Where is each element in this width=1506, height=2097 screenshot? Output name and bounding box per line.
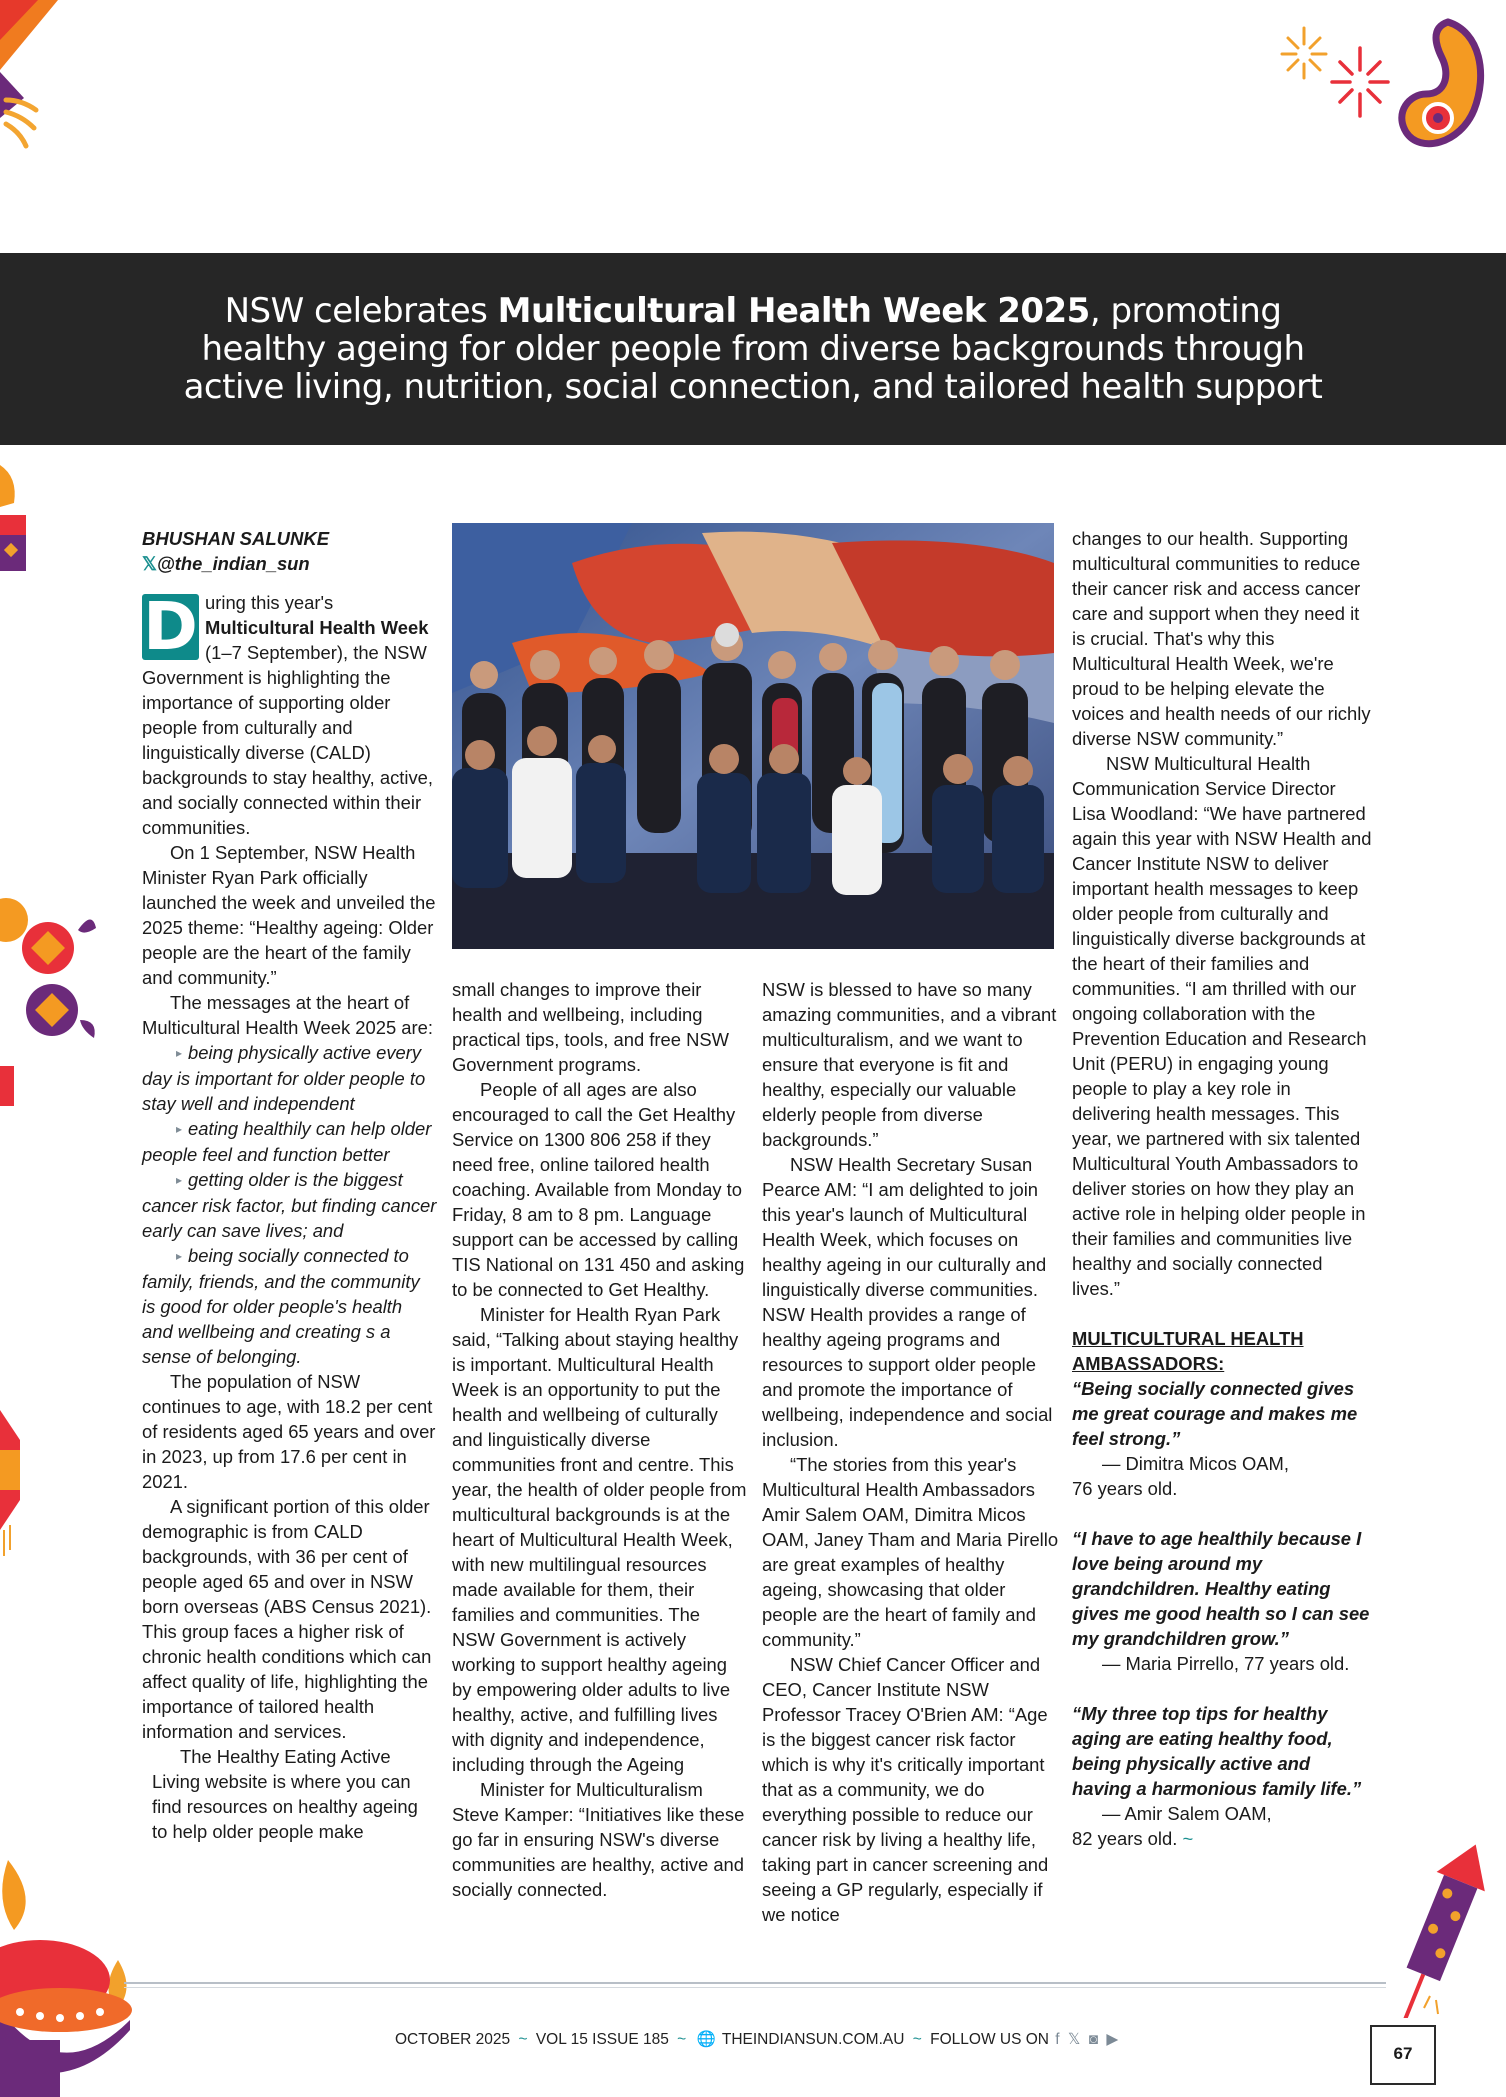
triangle-bullet-icon: ▸ [176,1173,183,1187]
bullet-item: ▸ getting older is the biggest cancer risk factor, but finding cancer early can save lives; and [142,1169,437,1241]
footer-separator-icon: ~ [677,2031,687,2048]
paragraph: NSW Chief Cancer Officer and CEO, Cancer Institute NSW Professor Tracey O'Brien AM: “Age is the biggest cancer risk factor which is why it's critically important that as a community, we do everything possible to reduce our cancer risk by living a healthy life, taking part in cancer screening and seeing a GP regularly, especially if we notice [762,1654,1049,1925]
triangle-bullet-icon: ▸ [176,1046,183,1060]
triangle-bullet-icon: ▸ [176,1122,183,1136]
drop-cap: D [143,588,198,665]
end-mark-icon: ~ [1182,1828,1194,1849]
quote-attribution: — Maria Pirrello, 77 years old. [1102,1653,1350,1674]
x-icon[interactable]: 𝕏 [1067,2031,1081,2048]
triangle-bullet-icon: ▸ [176,1249,183,1263]
flower-decoration-left [0,870,100,1110]
paragraph: NSW Multicultural Health Communication Service Director Lisa Woodland: “We have partnered again this year with NSW Health and Cancer Institute NSW to deliver important health messages to keep older people from culturally and linguistically diverse backgrounds at the heart of their families and communities. “I am thrilled with our ongoing collaboration with the Prevention Education and Research Unit (PERU) in engaging young people to play a key role in delivering health messages. This year, we partnered with six talented Multicultural Youth Ambassadors to deliver stories on how they play an active role in helping older people in their families and communities live healthy and socially connected lives.” [1072,753,1372,1299]
section-heading: MULTICULTURAL HEALTH AMBASSADORS: [1072,1328,1304,1374]
diya-decoration-bottom-left [0,1860,150,2097]
paisley-decoration-top-right [1270,14,1490,164]
lamp-decoration-left [0,455,30,585]
article-column-2 [452,977,747,1902]
footer-separator-icon: ~ [518,2031,528,2048]
bullet-item: ▸ being physically active every day is important for older people to stay well and independent [142,1042,426,1114]
footer-date: OCTOBER 2025 [395,2031,511,2048]
headline-emphasis: Multicultural Health Week 2025 [497,291,1090,331]
footer-rule [124,1982,1386,1984]
paragraph: NSW is blessed to have so many amazing communities, and a vibrant multiculturalism, and we want to ensure that everyone is fit and healthy, especially our valuable elderly people from diverse backgrounds.” [762,979,1057,1150]
footer-website-link[interactable]: THEINDIANSUN.COM.AU [721,2031,905,2048]
article-column-4 [1072,526,1372,1851]
headline-line-2: healthy ageing for older people from diverse backgrounds through [201,329,1305,369]
paragraph: On 1 September, NSW Health Minister Ryan Park officially launched the week and unveiled the 2025 theme: “Healthy ageing: Older people are the heart of the family and community.” [142,842,436,988]
facebook-icon[interactable]: f [1055,2031,1060,2048]
byline-author: BHUSHAN SALUNKE [142,528,330,549]
footer [395,2030,1120,2049]
quote-attribution: — Amir Salem OAM, [1102,1803,1272,1824]
ambassador-quote: “My three top tips for healthy aging are eating healthy food, being physically active and having a harmonious family life.” [1072,1703,1362,1799]
group-photo-illustration [452,523,1054,949]
paragraph: Minister for Health Ryan Park said, “Talking about staying healthy is important. Multicultural Health Week is an opportunity to put the health and wellbeing of culturally and linguistically diverse communities front and centre. This year, the health of older people from multicultural backgrounds is at the heart of Multicultural Health Week, with new multilingual resources made available for them, their families and communities. The NSW Government is actively working to support healthy ageing by empowering older adults to live healthy, active, and fulfilling lives with dignity and independence, including through the Ageing [452,1304,747,1775]
headline-line-3: active living, nutrition, social connection, and tailored health support [183,367,1323,407]
x-social-icon: 𝕏 [142,553,157,574]
paragraph: The messages at the heart of Multicultural Health Week 2025 are: [142,992,433,1038]
bullet-item: ▸ eating healthily can help older people feel and function better [142,1118,432,1165]
byline-handle[interactable]: 𝕏@the_indian_sun [142,553,310,574]
paragraph: small changes to improve their health and wellbeing, including practical tips, tools, and free NSW Government programs. [452,979,729,1075]
youtube-icon[interactable]: ▶ [1106,2031,1119,2048]
paragraph: “The stories from this year's Multicultural Health Ambassadors Amir Salem OAM, Dimitra Micos OAM, Janey Tham and Maria Pirello are great examples of healthy ageing, showcasing that older people are the heart of family and community.” [762,1454,1059,1650]
quote-attribution: — Dimitra Micos OAM, [1102,1453,1289,1474]
firework-rocket-decoration [1372,1838,1506,2018]
article-column-3 [762,977,1060,1927]
instagram-icon[interactable]: ◙ [1088,2031,1099,2048]
lead-paragraph: D uring this year's Multicultural Health Week (1–7 September), the NSW Government is highlighting the importance of supporting older people from culturally and linguistically diverse (CALD) backgrounds to stay healthy, active, and socially connected within their communities. [142,588,434,838]
paragraph: NSW Health Secretary Susan Pearce AM: “I am delighted to join this year's launch of Multicultural Health Week, which focuses on healthy ageing in our culturally and linguistically diverse communities. NSW Health provides a range of healthy ageing programs and resources to support older people and promote the importance of wellbeing, independence and social inclusion. [762,1154,1053,1450]
paragraph: Minister for Multiculturalism Steve Kamper: “Initiatives like these go far in ensuring NSW's diverse communities are healthy, active and socially connected. [452,1779,745,1900]
paragraph: The population of NSW continues to age, with 18.2 per cent of residents aged 65 years and over in 2023, up from 17.6 per cent in 2021. [142,1371,436,1492]
paragraph: A significant portion of this older demographic is from CALD backgrounds, with 36 per cent of people aged 65 and over in NSW born overseas (ABS Census 2021). This group faces a higher risk of chronic health conditions which can affect quality of life, highlighting the importance of tailored health information and services. [142,1496,432,1742]
footer-issue: VOL 15 ISSUE 185 [535,2031,669,2048]
lantern-decoration-left [0,1400,24,1560]
footer-follow-label: FOLLOW US ON [930,2031,1049,2048]
article-column-1 [142,526,437,1844]
footer-rule [124,1987,1386,1988]
group-photo [452,523,1054,949]
headline-line-1: NSW celebrates Multicultural Health Week 2025, promoting [224,291,1282,331]
footer-separator-icon: ~ [912,2031,922,2048]
globe-icon: 🌐 [696,2031,716,2048]
corner-decoration-top-left [0,0,70,160]
bullet-item: ▸ being socially connected to family, friends, and the community is good for older people's health and wellbeing and creating s a sense of belonging. [142,1245,420,1367]
headline-banner [0,253,1506,445]
paragraph: changes to our health. Supporting multicultural communities to reduce their cancer risk and access cancer care and support when they need it is crucial. That's why this Multicultural Health Week, we're proud to be helping elevate the voices and health needs of our richly diverse NSW community.” [1072,528,1371,749]
paragraph: People of all ages are also encouraged to call the Get Healthy Service on 1300 806 258 if they need free, online tailored health coaching. Available from Monday to Friday, 8 am to 8 pm. Language support can be accessed by calling TIS National on 131 450 and asking to be connected to Get Healthy. [452,1079,745,1300]
ambassador-quote: “I have to age healthily because I love being around my grandchildren. Healthy eating gives me good health so I can see my grandchildren grow.” [1072,1528,1370,1649]
quote-attribution: 82 years old. ~ [1072,1828,1194,1849]
quote-attribution: 76 years old. [1072,1478,1178,1499]
ambassador-quote: “Being socially connected gives me great courage and makes me feel strong.” [1072,1378,1358,1449]
page-number: 67 [1370,2025,1436,2085]
paragraph: The Healthy Eating Active Living website is where you can find resources on healthy ageing to help older people make [152,1746,418,1842]
